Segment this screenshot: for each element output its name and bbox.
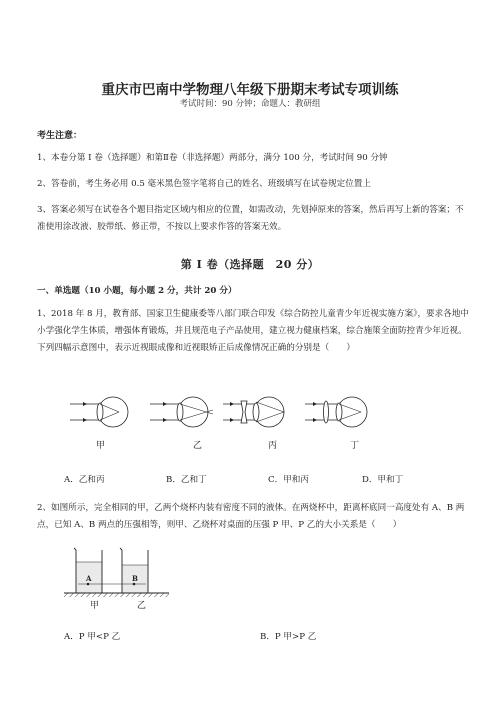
eye-diagram-ding	[305, 397, 367, 427]
figure-label-bing: 丙	[268, 441, 278, 451]
question-1-option-d[interactable]: D．甲和丁	[362, 475, 404, 485]
notice-item-1: 1、本卷分第 I 卷（选择题）和第Ⅱ卷（非选择题）两部分，满分 100 分，考试时间 90 分钟	[37, 153, 388, 163]
beaker-label-jia: 甲	[90, 601, 100, 611]
eye-diagram-yi	[150, 397, 213, 427]
point-label-b: B	[132, 574, 138, 583]
page-title: 重庆市巴南中学物理八年级下册期末考试专项训练	[101, 82, 399, 98]
section-title: 第 I 卷（选择题 20 分）	[180, 258, 320, 271]
table-surface	[64, 593, 169, 597]
question-1-option-c[interactable]: C．甲和丙	[268, 475, 309, 485]
beaker-yi	[120, 548, 148, 593]
eye-diagrams-figure	[55, 392, 455, 452]
question-1-text: 1、2018 年 8 月，教育部、国家卫生健康委等八部门联合印发《综合防控儿童青少年近视实施方案》，要求各地中小学强化学生体质，增强体育锻炼，并且规范电子产品使用，建立视力健康档案，综合施策全面防控青少年近视。下列四幅示意图中，表示近视眼成像和近视眼矫正后成像情况正确的分别是（ ）	[37, 309, 470, 353]
eye-diagram-bing	[223, 397, 284, 427]
beakers-figure	[64, 540, 174, 610]
question-2-option-a[interactable]: A．P 甲<P 乙	[64, 632, 121, 642]
figure-label-jia: 甲	[96, 441, 106, 451]
notice-item-2: 2、答卷前，考生务必用 0.5 毫米黑色签字笔将自己的姓名、班级填写在试卷规定位置上	[37, 179, 371, 189]
question-1-option-b[interactable]: B．乙和丁	[166, 475, 207, 485]
notice-heading: 考生注意：	[37, 131, 83, 141]
figure-label-ding: 丁	[350, 441, 360, 451]
eye-diagram-jia	[70, 397, 128, 427]
question-1-option-a[interactable]: A．乙和丙	[64, 475, 105, 485]
beaker-label-yi: 乙	[137, 601, 147, 611]
figure-label-yi: 乙	[193, 441, 203, 451]
point-label-a: A	[86, 574, 92, 583]
notice-item-3: 3、答案必须写在试卷各个题目指定区域内相应的位置，如需改动，先划掉原来的答案，然后再写上新的答案；不准使用涂改液、胶带纸、修正带，不按以上要求作答的答案无效。	[37, 205, 464, 232]
question-2-text: 2、如图所示，完全相同的甲，乙两个烧杯内装有密度不同的液体。在两烧杯中，距离杯底同一高度处有 A、B 两点，已知 A、B 两点的压强相等，则甲、乙烧杯对桌面的压强 P 甲、P 乙的大小关系是（ ）	[37, 503, 465, 530]
beaker-jia	[74, 548, 102, 593]
exam-info: 考试时间：90 分钟；命题人：教研组	[179, 99, 321, 109]
question-2-option-b[interactable]: B．P 甲>P 乙	[260, 632, 317, 642]
part-heading: 一、单选题（10 小题，每小题 2 分，共计 20 分）	[37, 286, 237, 296]
